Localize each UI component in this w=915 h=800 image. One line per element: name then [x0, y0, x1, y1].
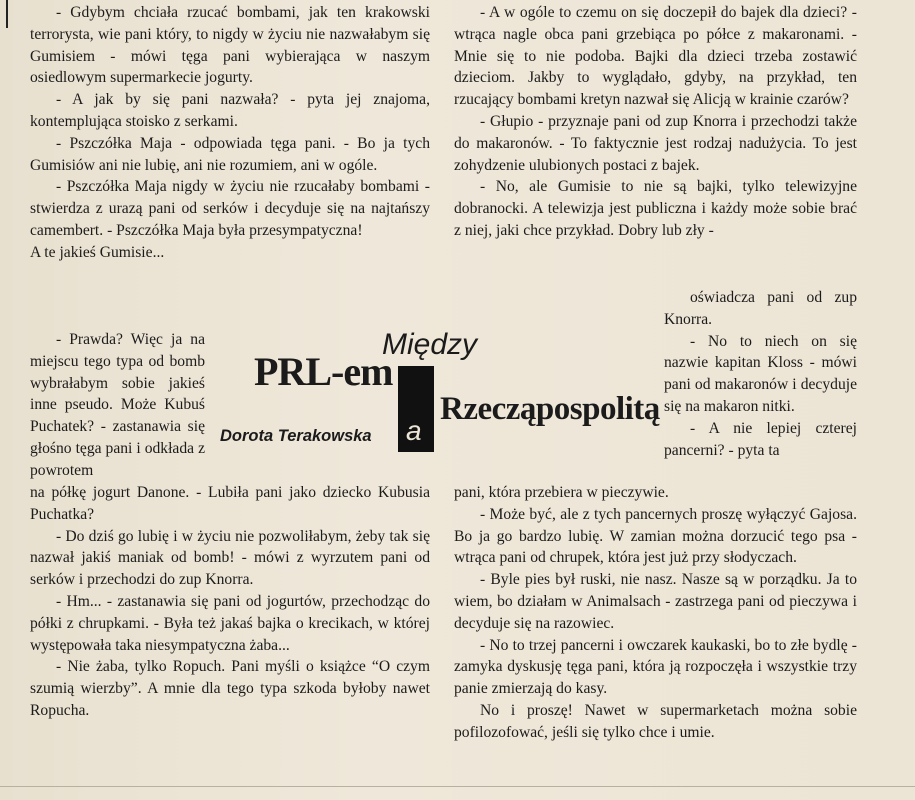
paragraph: - Do dziś go lubię i w życiu nie pozwoliłabym, żeby tak się nazwał jakiś maniak od bomb! - mówi z wyrzutem pani od serków i przechodzi do zup Knorra. [30, 527, 430, 589]
paragraph: - Prawda? Więc ja na miejscu tego typa od bomb wybrałabym sobie jakieś inne pseudo. Może Kubuś Puchatek? - zastanawia się głośno tęga pani i odkłada z powrotem [30, 331, 205, 479]
left-column-top [30, 2, 430, 264]
paragraph: - Nie żaba, tylko Ropuch. Pani myśli o książce “O czym szumią wierzby”. A mnie dla tego typa szkoda byłoby nawet Ropucha. [30, 658, 430, 719]
article-header [216, 328, 660, 468]
right-column-top [454, 2, 857, 242]
paragraph: - No to trzej pancerni i owczarek kaukaski, bo to złe bydlę - zamyka dyskusję tęga pani, która ją rozpoczęła i wszystkie trzy panie zmierzają do kasy. [454, 636, 857, 698]
paragraph: - A jak by się pani nazwała? - pyta jej znajoma, kontemplująca stoisko z serkami. [30, 91, 430, 130]
title-rzeczpospolita: Rzecząpospolitą [440, 391, 660, 427]
title-prl: PRL-em [254, 349, 393, 394]
left-column-bottom [30, 482, 430, 722]
paragraph: - A w ogóle to czemu on się doczepił do bajek dla dzieci? - wtrąca nagle obca pani grzebiąca po półce z makaronami. - Mnie się to nie podoba. Bajki dla dzieci trzeba zostawić dzieciom. Jakby to wyglądało, gdyby, na przykład, ten rzucający bombami kretyn nazwał się Alicją w krainie czarów? [454, 4, 857, 109]
paragraph: A te jakieś Gumisie... [30, 243, 165, 261]
paragraph: - Byle pies był ruski, nie nasz. Nasze są w porządku. Ja to wiem, bo działam w Animalsach - zastrzega pani od pieczywa i decyduje się na razowiec. [454, 571, 857, 632]
paragraph: oświadcza pani od zup Knorra. [664, 289, 857, 328]
paragraph: - A nie lepiej czterej pancerni? - pyta ta [664, 419, 857, 459]
paragraph: - Może być, ale z tych pancernych proszę wyłączyć Gajosa. Bo ja go bardzo lubię. W zamian można dorzucić tego psa - wtrąca pani od chrupek, która jest już przy słodyczach. [454, 505, 857, 567]
paragraph: - Hm... - zastanawia się pani od jogurtów, przechodząc do półki z chrupkami. - Była też jakaś bajka o krecikach, w której występowała taka niesympatyczna żaba... [30, 592, 430, 654]
title-a: a [406, 415, 422, 446]
column-rule [6, 0, 8, 28]
paragraph: No i proszę! Nawet w supermarketach można sobie pofilozofować, jeśli się tylko chce i umie. [454, 701, 857, 741]
paragraph: - Gdybym chciała rzucać bombami, jak ten krakowski terrorysta, wie pani który, to nigdy w życiu nie nazwałabym się Gumisiem - mówi tęga pani wybierająca w naszym osiedlowym supermarkecie jogurty. [30, 4, 430, 87]
paragraph: - No, ale Gumisie to nie są bajki, tylko telewizyjne dobranocki. A telewizja jest publiczna i każdy może sobie brać z niej, jaki chce przykład. Dobry lub zły - [454, 178, 857, 239]
paragraph: na półkę jogurt Danone. - Lubiła pani jako dziecko Kubusia Puchatka? [30, 484, 430, 523]
right-column-wrap [664, 287, 857, 461]
author-name: Dorota Terakowska [220, 427, 372, 445]
paragraph: - No to niech on się nazwie kapitan Kloss - mówi pani od makaronów i decyduje się na makaron nitki. [664, 332, 857, 415]
bottom-edge [0, 786, 915, 787]
paragraph: - Pszczółka Maja nigdy w życiu nie rzucałaby bombami - stwierdza z urazą pani od serków i decyduje się na najtańszy camembert. - Pszczółka Maja była przesympatyczna! [30, 178, 430, 239]
left-column-wrap [30, 329, 205, 482]
paragraph: - Pszczółka Maja - odpowiada tęga pani. - Bo ja tych Gumisiów ani nie lubię, ani nie rozumiem, ani w ogóle. [30, 134, 430, 174]
paragraph: - Głupio - przyznaje pani od zup Knorra i przechodzi także do makaronów. - To faktycznie jest rodzaj nadużycia. To jest zohydzenie ulubionych postaci z bajek. [454, 112, 857, 174]
right-column-bottom [454, 482, 857, 744]
paragraph: pani, która przebiera w pieczywie. [454, 484, 669, 501]
title-miedzy: Między [382, 328, 478, 361]
